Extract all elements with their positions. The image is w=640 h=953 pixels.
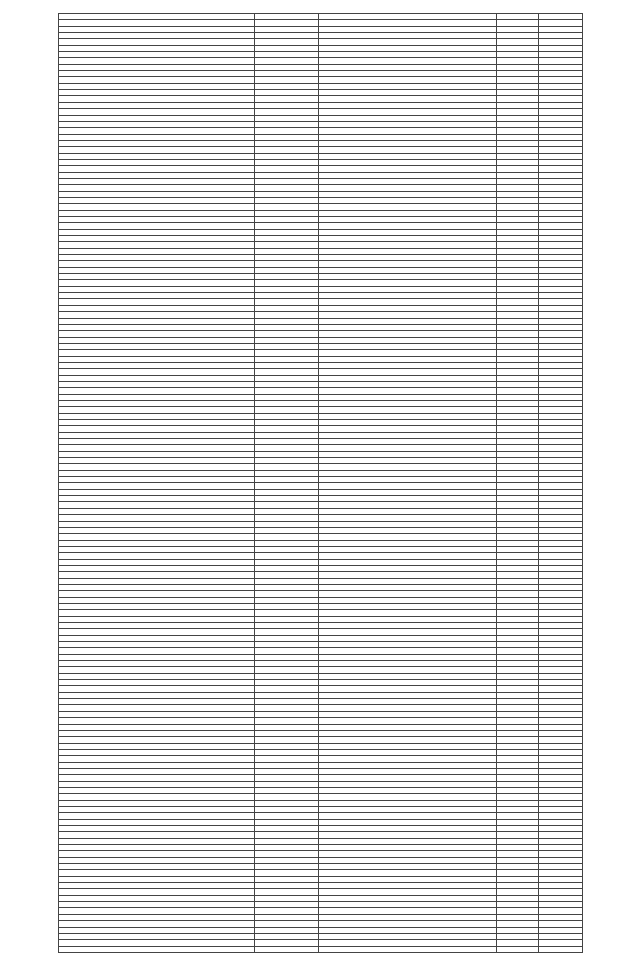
table-cell [255, 946, 319, 952]
table-cell [539, 946, 583, 952]
table-cell [59, 946, 255, 952]
works-table-body [59, 14, 583, 953]
works-table [58, 13, 583, 953]
table-cell [497, 946, 539, 952]
table-row [59, 946, 583, 952]
table-cell [319, 946, 497, 952]
